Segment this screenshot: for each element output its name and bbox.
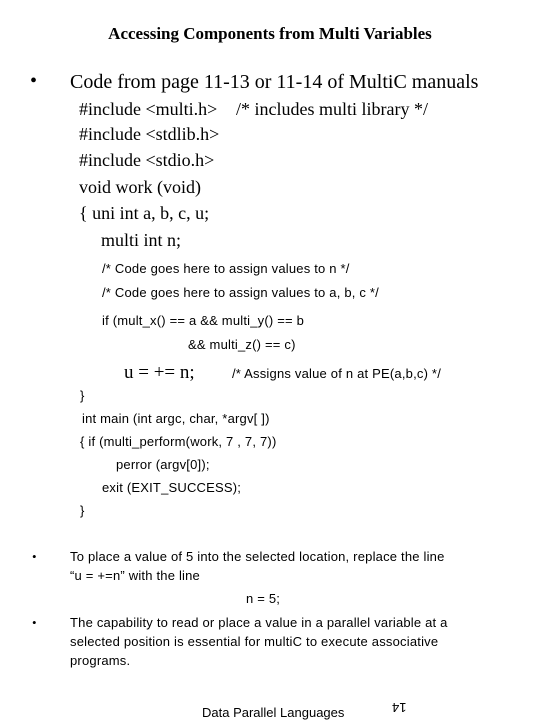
bullet-marker: • [30, 70, 38, 92]
bullet2-line1: To place a value of 5 into the selected location, replace the line [70, 549, 445, 564]
code-line-assign-u: u = += n; [124, 362, 195, 383]
bullet3-line1: The capability to read or place a value in a parallel variable at a [70, 615, 448, 630]
code-line-uni-int: { uni int a, b, c, u; [79, 203, 210, 223]
page-number: 14 [392, 700, 407, 715]
code-line-if-multi-perform: { if (multi_perform(work, 7 , 7, 7)) [80, 434, 277, 449]
code-line-perror: perror (argv[0]); [116, 457, 210, 472]
bullet2-line2: “u = +=n” with the line [70, 568, 200, 583]
code-line-include-stdio: #include <stdio.h> [79, 150, 215, 170]
bullet3-line2: selected position is essential for multiC to execute associative [70, 634, 439, 649]
bullet3-line3: programs. [70, 653, 131, 668]
code-line-final-brace: } [80, 503, 85, 518]
bullet-marker: • [32, 615, 37, 630]
code-line-multi-int: multi int n; [101, 230, 182, 250]
bullet-text-code-reference: Code from page 11-13 or 11-14 of MultiC manuals [70, 71, 479, 93]
code-line-int-main: int main (int argc, char, *argv[ ]) [82, 411, 270, 426]
code-comment-assign-abc: /* Code goes here to assign values to a, b, c */ [102, 285, 379, 300]
code-line-void-work: void work (void) [79, 177, 201, 197]
code-line-if-condition: if (mult_x() == a && multi_y() == b [102, 313, 305, 328]
code-comment-include-multi: /* includes multi library */ [236, 99, 428, 119]
bullet2-line3: n = 5; [246, 591, 281, 606]
code-comment-assign-u: /* Assigns value of n at PE(a,b,c) */ [232, 366, 442, 381]
code-line-exit: exit (EXIT_SUCCESS); [102, 480, 242, 495]
code-comment-assign-n: /* Code goes here to assign values to n */ [102, 261, 350, 276]
code-line-include-stdlib: #include <stdlib.h> [79, 124, 220, 144]
code-line-if-condition-cont: && multi_z() == c) [188, 337, 296, 352]
page-title: Accessing Components from Multi Variables [108, 24, 432, 43]
footer-title: Data Parallel Languages [202, 705, 345, 720]
bullet-marker: • [32, 549, 37, 564]
code-line-close-brace: } [80, 388, 85, 403]
code-line-include-multi: #include <multi.h> [79, 99, 218, 119]
